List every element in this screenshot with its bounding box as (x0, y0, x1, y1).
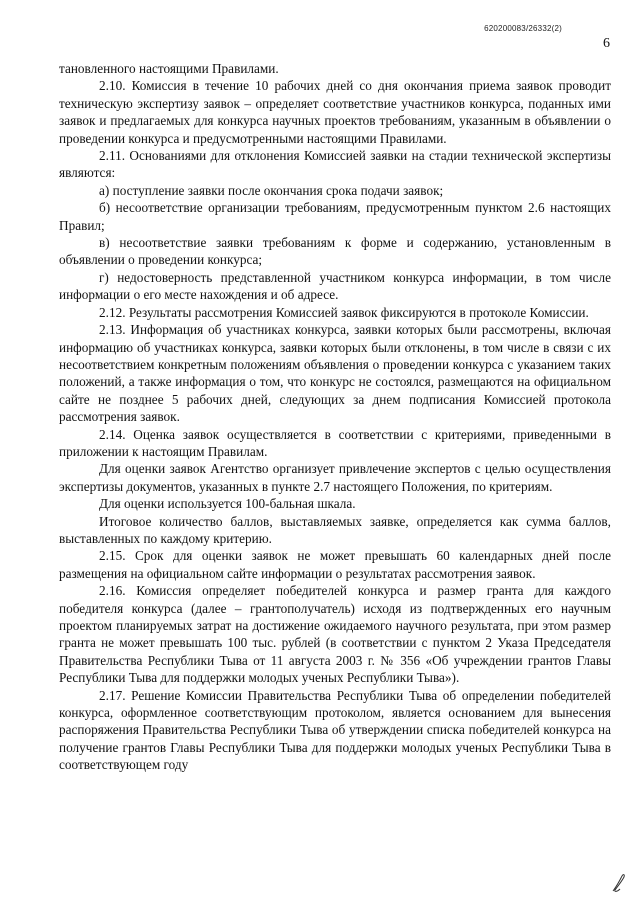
paragraph: 2.10. Комиссия в течение 10 рабочих дней со дня окончания приема заявок проводит техническую экспертизу заявок – определяет соответствие участников конкурса, поданных ими заявок и предлагаемых для конкурса научных проектов требованиям, указанным в объявлении о проведении конкурса и предусмотренными настоящими Правилами. (59, 78, 611, 146)
paragraph: 2.14. Оценка заявок осуществляется в соответствии с критериями, приведенными в приложении к настоящим Правилам. (59, 426, 611, 459)
document-id: 620200083/26332(2) (484, 24, 562, 33)
page-number: 6 (603, 36, 610, 51)
paragraph: 2.16. Комиссия определяет победителей конкурса и размер гранта для каждого победителя конкурса (далее – грантополучатель) исходя из подтвержденных его научным проектом планируемых затрат на достижение ожидаемого научного результата, при этом размер гранта не может превышать 100 тыс. рублей (в соответствии с пунктом 2 Указа Председателя Правительства Республики Тыва от 11 августа 2003 г. № 356 «Об учреждении грантов Главы Республики Тыва для поддержки молодых ученых Республики Тыва»). (59, 583, 611, 686)
paragraph: а) поступление заявки после окончания срока подачи заявок; (99, 182, 444, 198)
paragraph: 2.13. Информация об участниках конкурса, заявки которых были рассмотрены, включая информацию об участниках конкурса, заявки которых были отклонены, в том числе в связи с их несоответствием конкретным положениям объявления о проведении конкурса с указанием таких положений, а также информация о том, что конкурс не состоялся, размещаются на официальном сайте не позднее 5 рабочих дней, следующих за днем подписания Комиссией протокола рассмотрения заявок. (59, 322, 611, 425)
paragraph: Для оценки заявок Агентство организует привлечение экспертов с целью осуществления экспертизы документов, указанных в пункте 2.7 настоящего Положения, по критериям. (59, 461, 611, 494)
handwritten-mark-icon (610, 872, 628, 894)
paragraph: Итоговое количество баллов, выставляемых заявке, определяется как сумма баллов, выставленных по каждому критерию. (59, 513, 611, 546)
paragraph: г) недостоверность представленной участником конкурса информации, в том числе информации о его месте нахождения и об адресе. (59, 269, 611, 303)
paragraph: тановленного настоящими Правилами. (59, 61, 279, 76)
paragraph: Для оценки используется 100-бальная шкала. (99, 496, 356, 512)
paragraph: в) несоответствие заявки требованиям к форме и содержанию, установленным в объявлении о проведении конкурса; (59, 235, 611, 268)
paragraph: 2.15. Срок для оценки заявок не может превышать 60 календарных дней после размещения на официальном сайте информации о результатах рассмотрения заявок. (59, 548, 611, 581)
document-body (59, 60, 611, 774)
paragraph: 2.11. Основаниями для отклонения Комиссией заявки на стадии технической экспертизы являются: (59, 148, 611, 181)
paragraph: 2.17. Решение Комиссии Правительства Республики Тыва об определении победителей конкурса, оформленное соответствующим протоколом, является основанием для вынесения распоряжения Правительства Республики Тыва об утверждении списка победителей конкурса на получение грантов Главы Республики Тыва для поддержки молодых ученых Республики Тыва в соответствующем году (59, 687, 611, 773)
paragraph: 2.12. Результаты рассмотрения Комиссией заявок фиксируются в протоколе Комиссии. (99, 304, 589, 320)
paragraph: б) несоответствие организации требованиям, предусмотренным пунктом 2.6 настоящих Правил; (59, 200, 611, 233)
